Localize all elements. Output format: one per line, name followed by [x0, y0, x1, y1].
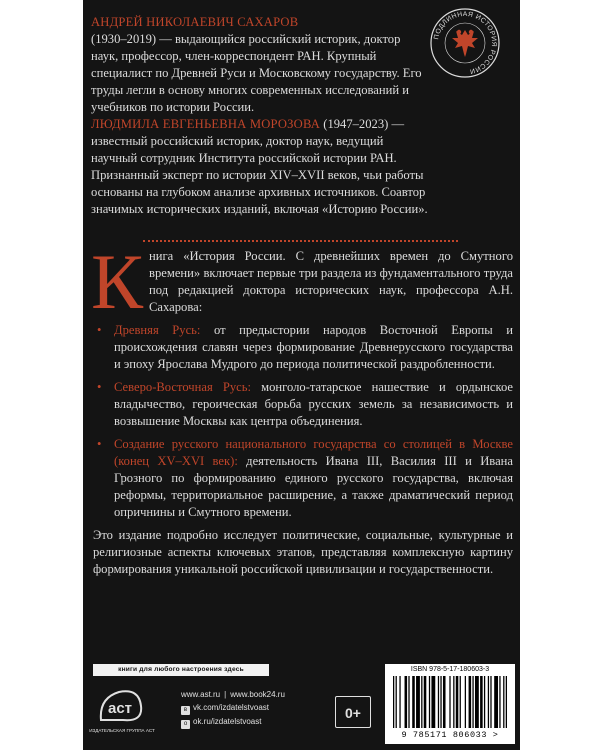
- drop-cap: К: [91, 238, 144, 325]
- bullet-icon: •: [97, 380, 102, 394]
- intro-text: нига «История России. С древнейших времен до Смутного времени» включает первые три раздела из фундаментального труда под редакцией доктора исторических наук, профессора А.Н. Сахарова:: [149, 249, 513, 314]
- part-text: от предыстории народов Восточной Европы и происхождения славян через формирование Древнерусского государства и эпоху Ярослава Мудрого до периода политической раздробленности.: [114, 323, 513, 371]
- series-emblem: [430, 8, 500, 78]
- vk-link[interactable]: vk.com/izdatelstvoast: [193, 703, 270, 712]
- barcode-bar: [475, 676, 479, 728]
- barcode-bar: [412, 676, 415, 728]
- section-divider: [143, 240, 458, 242]
- author-name-morozova: ЛЮДМИЛА ЕВГЕНЬЕВНА МОРОЗОВА: [91, 117, 321, 131]
- part-title: Древняя Русь:: [114, 323, 201, 337]
- barcode-bar: [443, 676, 446, 728]
- barcode-bar: [421, 676, 422, 728]
- author-bio-sakharov: [91, 14, 429, 116]
- website-link-ast[interactable]: www.ast.ru: [181, 690, 221, 699]
- barcode-bar: [399, 676, 400, 728]
- barcode-bar: [472, 676, 473, 728]
- publisher-name: ИЗДАТЕЛЬСКАЯ ГРУППА АСТ: [89, 728, 155, 733]
- list-item: [93, 379, 513, 430]
- series-emblem-text: ПОДЛИННАЯ ИСТОРИЯ РОССИИ: [433, 10, 498, 75]
- ok-link-row: [181, 715, 285, 729]
- part-title: Создание русского национального государства со столицей в Москве (конец XV–XVI век):: [114, 437, 513, 468]
- cover-footer: [83, 658, 520, 750]
- ast-logo-text: аст: [107, 700, 133, 717]
- part-text: деятельность Ивана III, Василия III и Ивана Грозного по формированию единого русского государства, включая реформы, территориальное расширение, а также драматический период опричнины и Смутного времени.: [114, 454, 513, 519]
- barcode-bar: [393, 676, 394, 728]
- barcode-bar: [438, 676, 439, 728]
- barcode-bar: [480, 676, 483, 728]
- double-headed-eagle-icon: [452, 30, 478, 57]
- barcode: [393, 676, 507, 728]
- author-bio-text-sakharov: (1930–2019) — выдающийся российский историк, доктор наук, профессор, член-корреспондент РАН. Крупный специалист по Древней Руси и Московскому государству. Его труды легли в основу многих современных исследований и учебников по истории России.: [91, 32, 422, 114]
- description-outro: Это издание подробно исследует политические, социальные, культурные и религиозные аспекты ключевых этапов, представляя комплексную картину формирования уникальной российской цивилизации и государственности.: [93, 528, 513, 576]
- website-link-book24[interactable]: www.book24.ru: [230, 690, 285, 699]
- parts-list: [93, 322, 513, 521]
- barcode-bar: [453, 676, 454, 728]
- barcode-bar: [484, 676, 485, 728]
- author-bios: [91, 14, 429, 218]
- barcode-bar: [506, 676, 507, 728]
- publisher-slogan: книги для любого настроения здесь: [93, 664, 269, 676]
- barcode-bar: [494, 676, 498, 728]
- author-bio-text-morozova: (1947–2023) — известный российский историк, доктор наук, ведущий научный сотрудник Института российской истории РАН. Признанный эксперт по истории XIV–XVII веков, чьи работы основаны на глубоком анализе архивных источников. Соавтор значимых исторических изданий, включая «Историю России».: [91, 117, 428, 216]
- website-links: [181, 688, 285, 701]
- barcode-bar: [431, 676, 435, 728]
- barcode-bar: [503, 676, 504, 728]
- barcode-bar: [460, 676, 461, 728]
- barcode-bar: [465, 676, 466, 728]
- list-item: [93, 436, 513, 521]
- ast-logo: [95, 684, 145, 726]
- bullet-icon: •: [97, 437, 102, 451]
- barcode-bar: [440, 676, 441, 728]
- isbn-text: ISBN 978-5-17-180603-3: [410, 666, 490, 673]
- barcode-bar: [405, 676, 408, 728]
- barcode-bar: [416, 676, 420, 728]
- book-back-cover: [83, 0, 520, 750]
- list-item: [93, 322, 513, 373]
- barcode-bar: [429, 676, 430, 728]
- ean-number: 9 785171 806033 >: [401, 730, 499, 740]
- description-intro: [91, 238, 513, 325]
- barcode-bar: [499, 676, 500, 728]
- barcode-bar: [408, 676, 409, 728]
- vk-link-row: [181, 701, 285, 715]
- author-name-sakharov: АНДРЕЙ НИКОЛАЕВИЧ САХАРОВ: [91, 15, 299, 29]
- barcode-bar: [490, 676, 491, 728]
- barcode-panel: [385, 664, 515, 744]
- barcode-bar: [449, 676, 450, 728]
- ok-icon: о: [181, 720, 190, 729]
- age-rating-badge: 0+: [335, 696, 371, 728]
- barcode-bar: [469, 676, 472, 728]
- part-text: монголо-татарское нашествие и ордынское владычество, героическая борьба русских земель за независимость и возвышение Москвы как центра объединения.: [114, 380, 513, 428]
- barcode-bar: [396, 676, 397, 728]
- book-description: [91, 238, 513, 578]
- author-bio-morozova: [91, 116, 429, 218]
- barcode-bar: [424, 676, 427, 728]
- vk-icon: в: [181, 706, 190, 715]
- ok-link[interactable]: ok.ru/izdatelstvoast: [193, 717, 262, 726]
- bullet-icon: •: [97, 323, 102, 337]
- publisher-links: [181, 688, 285, 729]
- barcode-bar: [488, 676, 489, 728]
- link-separator: |: [224, 690, 227, 699]
- barcode-bar: [456, 676, 459, 728]
- part-title: Северо-Восточная Русь:: [114, 380, 252, 394]
